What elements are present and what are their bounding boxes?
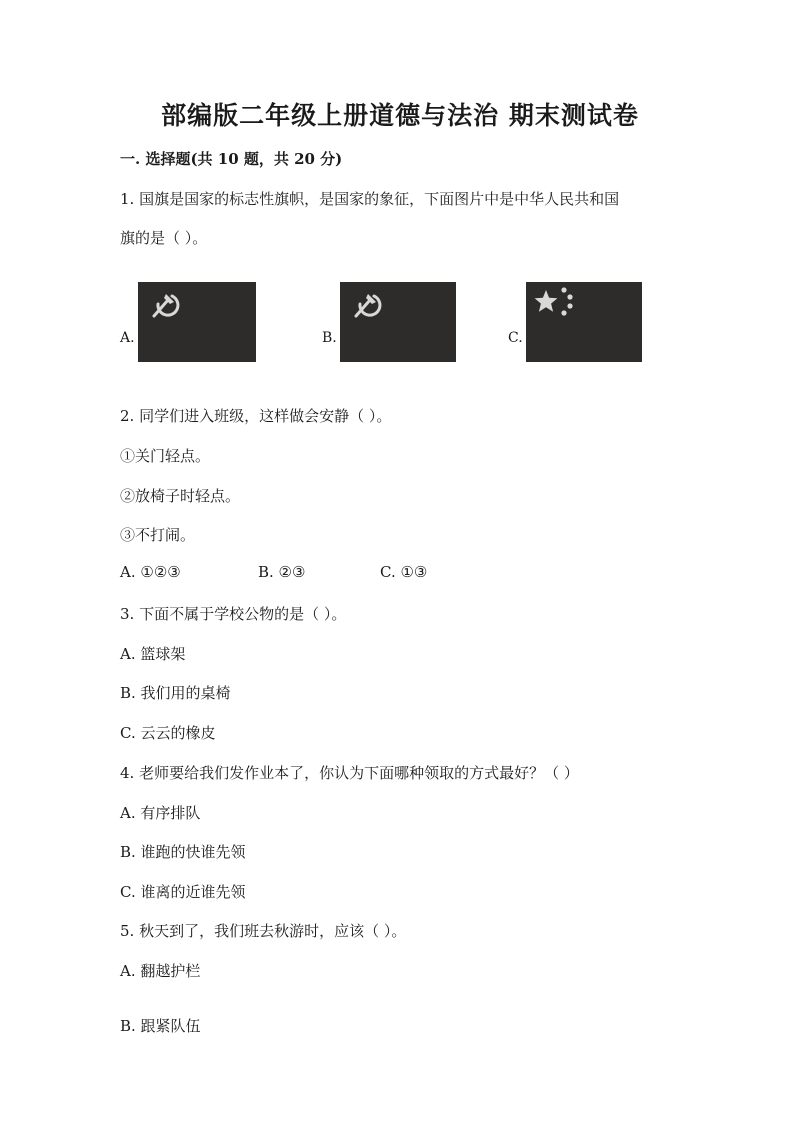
q5-stem: 5. 秋天到了，我们班去秋游时，应该（ ）。: [120, 922, 407, 940]
q2-item-3: ③不打闹。: [120, 526, 196, 544]
q3-option-b[interactable]: B. 我们用的桌椅: [120, 684, 231, 702]
q5-option-b[interactable]: B. 跟紧队伍: [120, 1017, 201, 1035]
q4-option-a[interactable]: A. 有序排队: [120, 804, 201, 822]
q2-option-b[interactable]: B. ②③: [258, 563, 306, 581]
q5-option-a[interactable]: A. 翻越护栏: [120, 962, 201, 980]
party-flag-icon: [340, 282, 456, 362]
q1-option-c-label: C.: [508, 330, 523, 346]
q3-option-a[interactable]: A. 篮球架: [120, 645, 186, 663]
q1-option-a-label: A.: [120, 330, 135, 346]
q1-option-b-label: B.: [322, 330, 337, 346]
q4-option-b[interactable]: B. 谁跑的快谁先领: [120, 843, 246, 861]
q2-option-c[interactable]: C. ①③: [380, 563, 428, 581]
q1-stem-line2: 旗的是（ ）。: [120, 229, 208, 247]
page-title: 部编版二年级上册道德与法治 期末测试卷: [161, 101, 639, 130]
party-flag-icon: [138, 282, 256, 362]
q4-stem: 4. 老师要给我们发作业本了，你认为下面哪种领取的方式最好？（ ）: [120, 764, 579, 782]
q2-stem: 2. 同学们进入班级，这样做会安静（ ）。: [120, 407, 392, 425]
q2-option-a[interactable]: A. ①②③: [120, 563, 181, 581]
q2-item-2: ②放椅子时轻点。: [120, 487, 241, 505]
q2-options-row: [0, 563, 800, 587]
q4-option-c[interactable]: C. 谁离的近谁先领: [120, 883, 246, 901]
q3-stem: 3. 下面不属于学校公物的是（ ）。: [120, 605, 347, 623]
q3-option-c[interactable]: C. 云云的橡皮: [120, 724, 216, 742]
q1-stem-line1: 1. 国旗是国家的标志性旗帜，是国家的象征，下面图片中是中华人民共和国: [120, 190, 620, 208]
section-heading: 一. 选择题(共 10 题，共 20 分): [120, 150, 343, 168]
q2-item-1: ①关门轻点。: [120, 447, 211, 465]
national-flag-icon: [526, 282, 642, 362]
